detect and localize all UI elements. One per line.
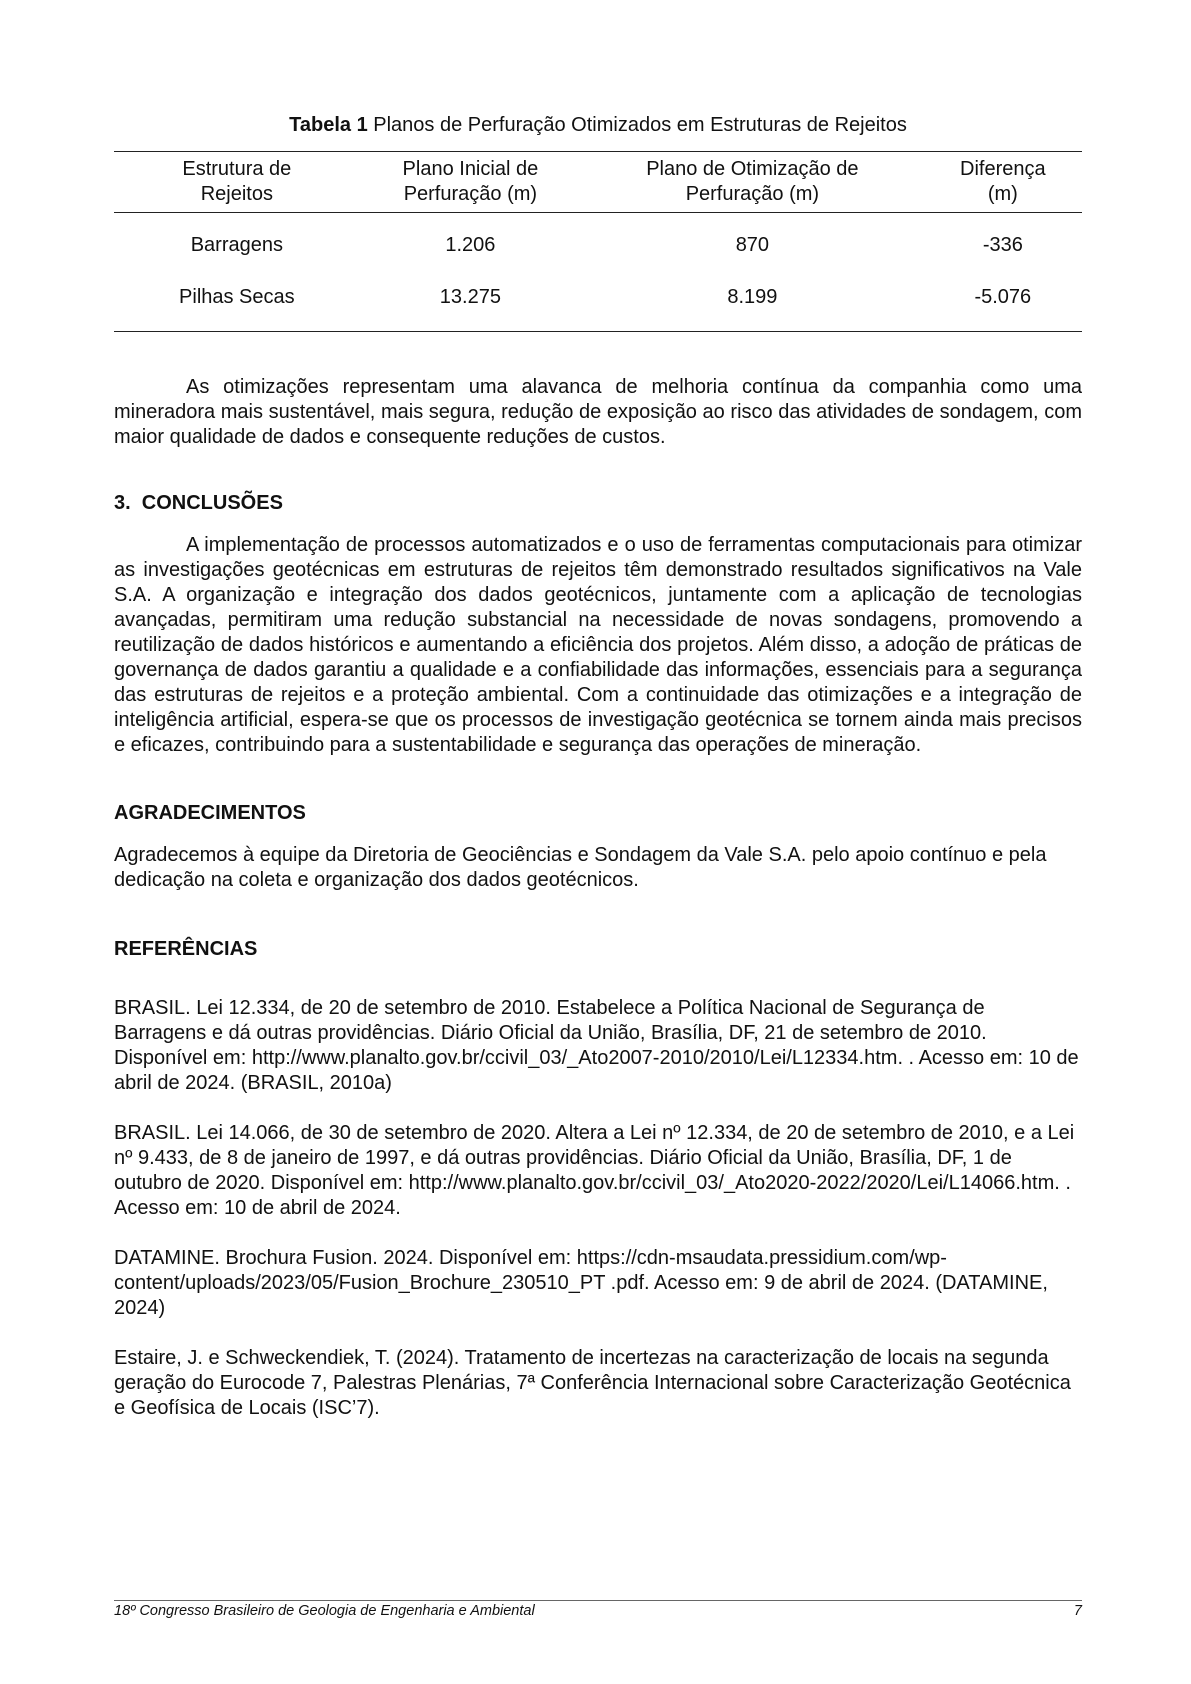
table-cell: 8.199 <box>727 285 778 308</box>
header-line: Diferença <box>960 158 1046 180</box>
intro-paragraph: As otimizações representam uma alavanca de melhoria contínua da companhia como uma mineradora mais sustentável, mais segura, redução de exposição ao risco das atividades de sondagem, com maior qualidade de dados e consequente reduções de custos. <box>114 376 1082 448</box>
table-header-cell <box>360 152 581 213</box>
header-line: Plano Inicial de <box>402 158 539 180</box>
table-cell: -336 <box>982 233 1023 256</box>
header-line: Perfuração (m) <box>403 183 538 205</box>
reference-item: BRASIL. Lei 14.066, de 30 de setembro de 2020. Altera a Lei nº 12.334, de 20 de setembro de 2010, e a Lei nº 9.433, de 8 de janeiro de 1997, e dá outras providências. Diário Oficial da União, Brasília, DF, 1 de outubro de 2020. Disponível em: http://www.planalto.gov.br/ccivil_03/_Ato2020-2022/2020/Lei/L14066.htm. . Acesso em: 10 de abril de 2024. <box>114 1122 1075 1219</box>
reference-item: DATAMINE. Brochura Fusion. 2024. Disponível em: https://cdn-msaudata.pressidium.com/wp-content/uploads/2023/05/Fusion_Brochure_230510_PT .pdf. Acesso em: 9 de abril de 2024. (DATAMINE, 2024) <box>114 1247 1048 1319</box>
table-cell: 1.206 <box>445 233 496 256</box>
drilling-plans-table <box>114 151 1082 332</box>
table-cell: 870 <box>735 233 770 256</box>
header-line: Perfuração (m) <box>685 183 820 205</box>
acknowledgements-heading: AGRADECIMENTOS <box>114 802 306 824</box>
table-header-cell <box>924 152 1082 213</box>
table-label: Tabela 1 <box>289 114 368 136</box>
conclusions-heading: 3. CONCLUSÕES <box>114 492 283 514</box>
table-header-row <box>114 152 1082 213</box>
table-caption <box>114 112 1082 138</box>
header-line: (m) <box>987 183 1018 205</box>
references-heading: REFERÊNCIAS <box>114 938 258 960</box>
table-header-cell <box>581 152 924 213</box>
table-cell: Barragens <box>190 233 283 256</box>
page-footer <box>114 1600 1082 1619</box>
table-cell: Pilhas Secas <box>179 285 295 308</box>
reference-item: Estaire, J. e Schweckendiek, T. (2024). Tratamento de incertezas na caracterização de locais na segunda geração do Eurocode 7, Palestras Plenárias, 7ª Conferência Internacional sobre Caracterização Geotécnica e Geofísica de Locais (ISC’7). <box>114 1347 1071 1419</box>
page-content <box>114 112 1082 1421</box>
table-row <box>114 271 1082 332</box>
table-header-cell <box>114 152 360 213</box>
conclusions-paragraph: A implementação de processos automatizados e o uso de ferramentas computacionais para otimizar as investigações geotécnicas em estruturas de rejeitos têm demonstrado resultados significativos na Vale S.A. A organização e integração dos dados geotécnicos, juntamente com a aplicação de tecnologias avançadas, permitiram uma redução substancial na necessidade de novas sondagens, promovendo a reutilização de dados históricos e aumentando a eficiência dos projetos. Além disso, a adoção de práticas de governança de dados garantiu a qualidade e a confiabilidade das informações, essenciais para a segurança das estruturas de rejeitos e a proteção ambiental. Com a continuidade das otimizações e a integração de inteligência artificial, espera-se que os processos de investigação geotécnica se tornem ainda mais precisos e eficazes, contribuindo para a sustentabilidade e segurança das operações de mineração. <box>114 534 1082 756</box>
acknowledgements-paragraph: Agradecemos à equipe da Diretoria de Geociências e Sondagem da Vale S.A. pelo apoio contínuo e pela dedicação na coleta e organização dos dados geotécnicos. <box>114 844 1047 891</box>
table-cell: 13.275 <box>439 285 501 308</box>
table-row <box>114 213 1082 272</box>
header-line: Rejeitos <box>200 183 273 205</box>
header-line: Plano de Otimização de <box>646 158 859 180</box>
conference-name: 18º Congresso Brasileiro de Geologia de Engenharia e Ambiental <box>114 1603 535 1619</box>
reference-item: BRASIL. Lei 12.334, de 20 de setembro de 2010. Estabelece a Política Nacional de Segurança de Barragens e dá outras providências. Diário Oficial da União, Brasília, DF, 21 de setembro de 2010. Disponível em: http://www.planalto.gov.br/ccivil_03/_Ato2007-2010/2010/Lei/L12334.htm. . Acesso em: 10 de abril de 2024. (BRASIL, 2010a) <box>114 997 1079 1094</box>
page-number: 7 <box>1073 1603 1082 1619</box>
table-caption-text: Planos de Perfuração Otimizados em Estruturas de Rejeitos <box>373 114 907 136</box>
header-line: Estrutura de <box>182 158 292 180</box>
table-cell: -5.076 <box>974 285 1032 308</box>
